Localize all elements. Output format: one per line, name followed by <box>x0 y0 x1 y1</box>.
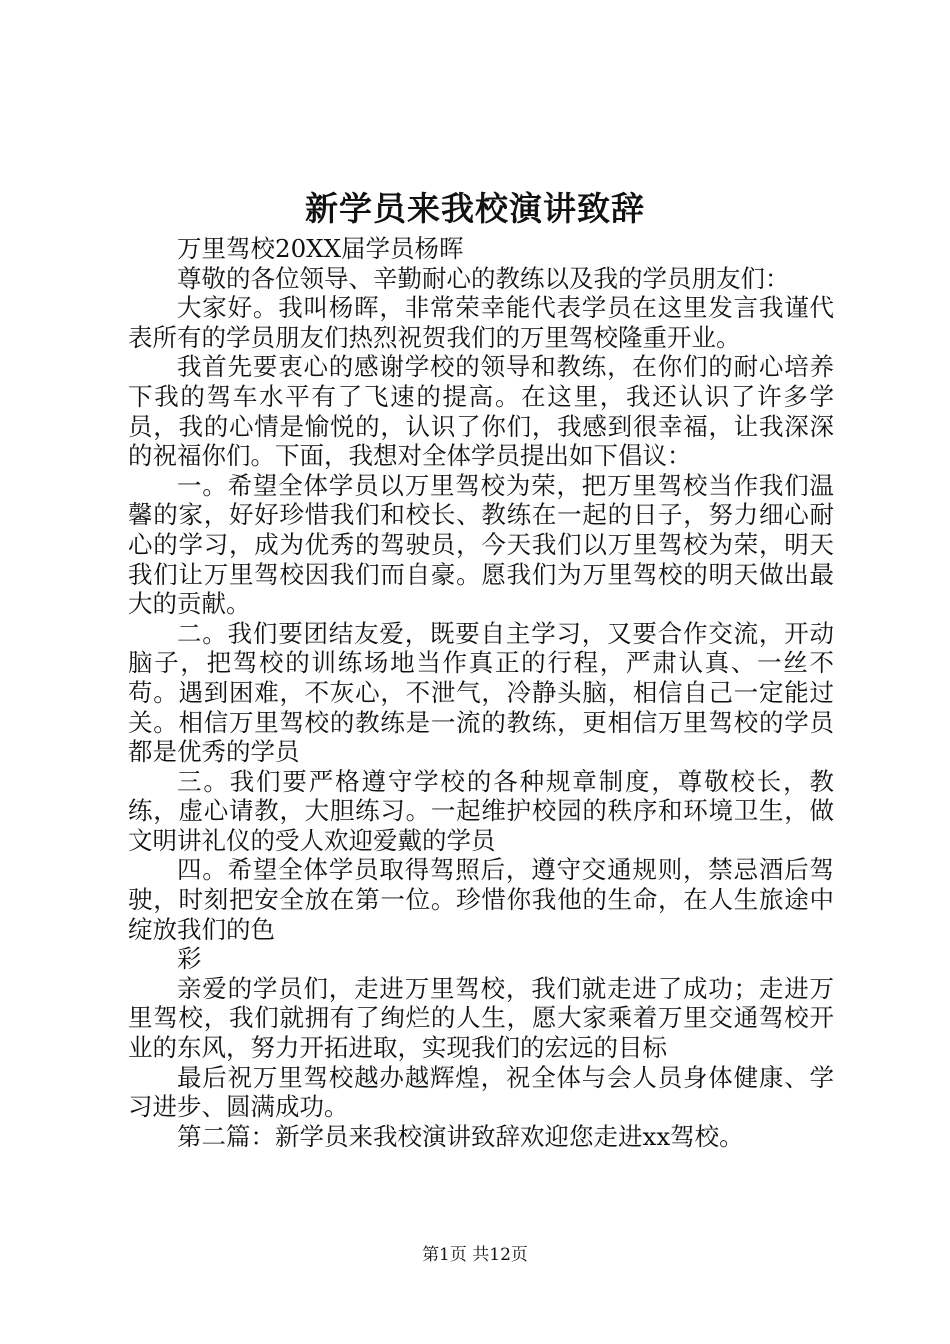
page-footer: 第1页 共12页 <box>422 1245 528 1265</box>
paragraph-proposal-1: 一。希望全体学员以万里驾校为荣，把万里驾校当作我们温馨的家，好好珍惜我们和校长、教练在一起的日子，努力细心耐心的学习，成为优秀的驾驶员，今天我们以万里驾校为荣，明天我们让万里驾校因我们而自豪。愿我们为万里驾校的明天做出最大的贡献。 <box>128 470 834 619</box>
document-body <box>128 234 834 1151</box>
paragraph-greeting: 大家好。我叫杨晖，非常荣幸能代表学员在这里发言我谨代表所有的学员朋友们热烈祝贺我们的万里驾校隆重开业。 <box>128 293 834 352</box>
paragraph-author-line: 万里驾校20XX届学员杨晖 <box>177 234 464 263</box>
document-title: 新学员来我校演讲致辞 <box>305 189 645 228</box>
paragraph-wishes: 最后祝万里驾校越办越辉煌，祝全体与会人员身体健康、学习进步、圆满成功。 <box>128 1062 834 1122</box>
paragraph-second-article: 第二篇：新学员来我校演讲致辞欢迎您走进xx驾校。 <box>177 1121 744 1151</box>
paragraph-thanks: 我首先要衷心的感谢学校的领导和教练，在你们的耐心培养下我的驾车水平有了飞速的提高。在这里，我还认识了许多学员，我的心情是愉悦的，认识了你们，我感到很幸福，让我深深的祝福你们。下面，我想对全体学员提出如下倡议： <box>128 352 834 471</box>
paragraph-proposal-4: 四。希望全体学员取得驾照后，遵守交通规则，禁忌酒后驾驶，时刻把安全放在第一位。珍惜你我他的生命，在人生旅途中绽放我们的色 <box>128 855 834 944</box>
paragraph-proposal-2: 二。我们要团结友爱，既要自主学习，又要合作交流，开动脑子，把驾校的训练场地当作真正的行程，严肃认真、一丝不苟。遇到困难，不灰心，不泄气，冷静头脑，相信自己一定能过关。相信万里驾校的教练是一流的教练，更相信万里驾校的学员都是优秀的学员 <box>128 618 834 767</box>
paragraph-proposal-3: 三。我们要严格遵守学校的各种规章制度，尊敬校长，教练，虚心请教，大胆练习。一起维护校园的秩序和环境卫生，做文明讲礼仪的受人欢迎爱戴的学员 <box>128 766 834 855</box>
paragraph-fragment: 彩 <box>177 944 202 974</box>
paragraph-salutation: 尊敬的各位领导、辛勤耐心的教练以及我的学员朋友们： <box>177 263 790 293</box>
paragraph-closing: 亲爱的学员们，走进万里驾校，我们就走进了成功；走进万里驾校，我们就拥有了绚烂的人生，愿大家乘着万里交通驾校开业的东风，努力开拓进取，实现我们的宏远的目标 <box>128 973 834 1063</box>
